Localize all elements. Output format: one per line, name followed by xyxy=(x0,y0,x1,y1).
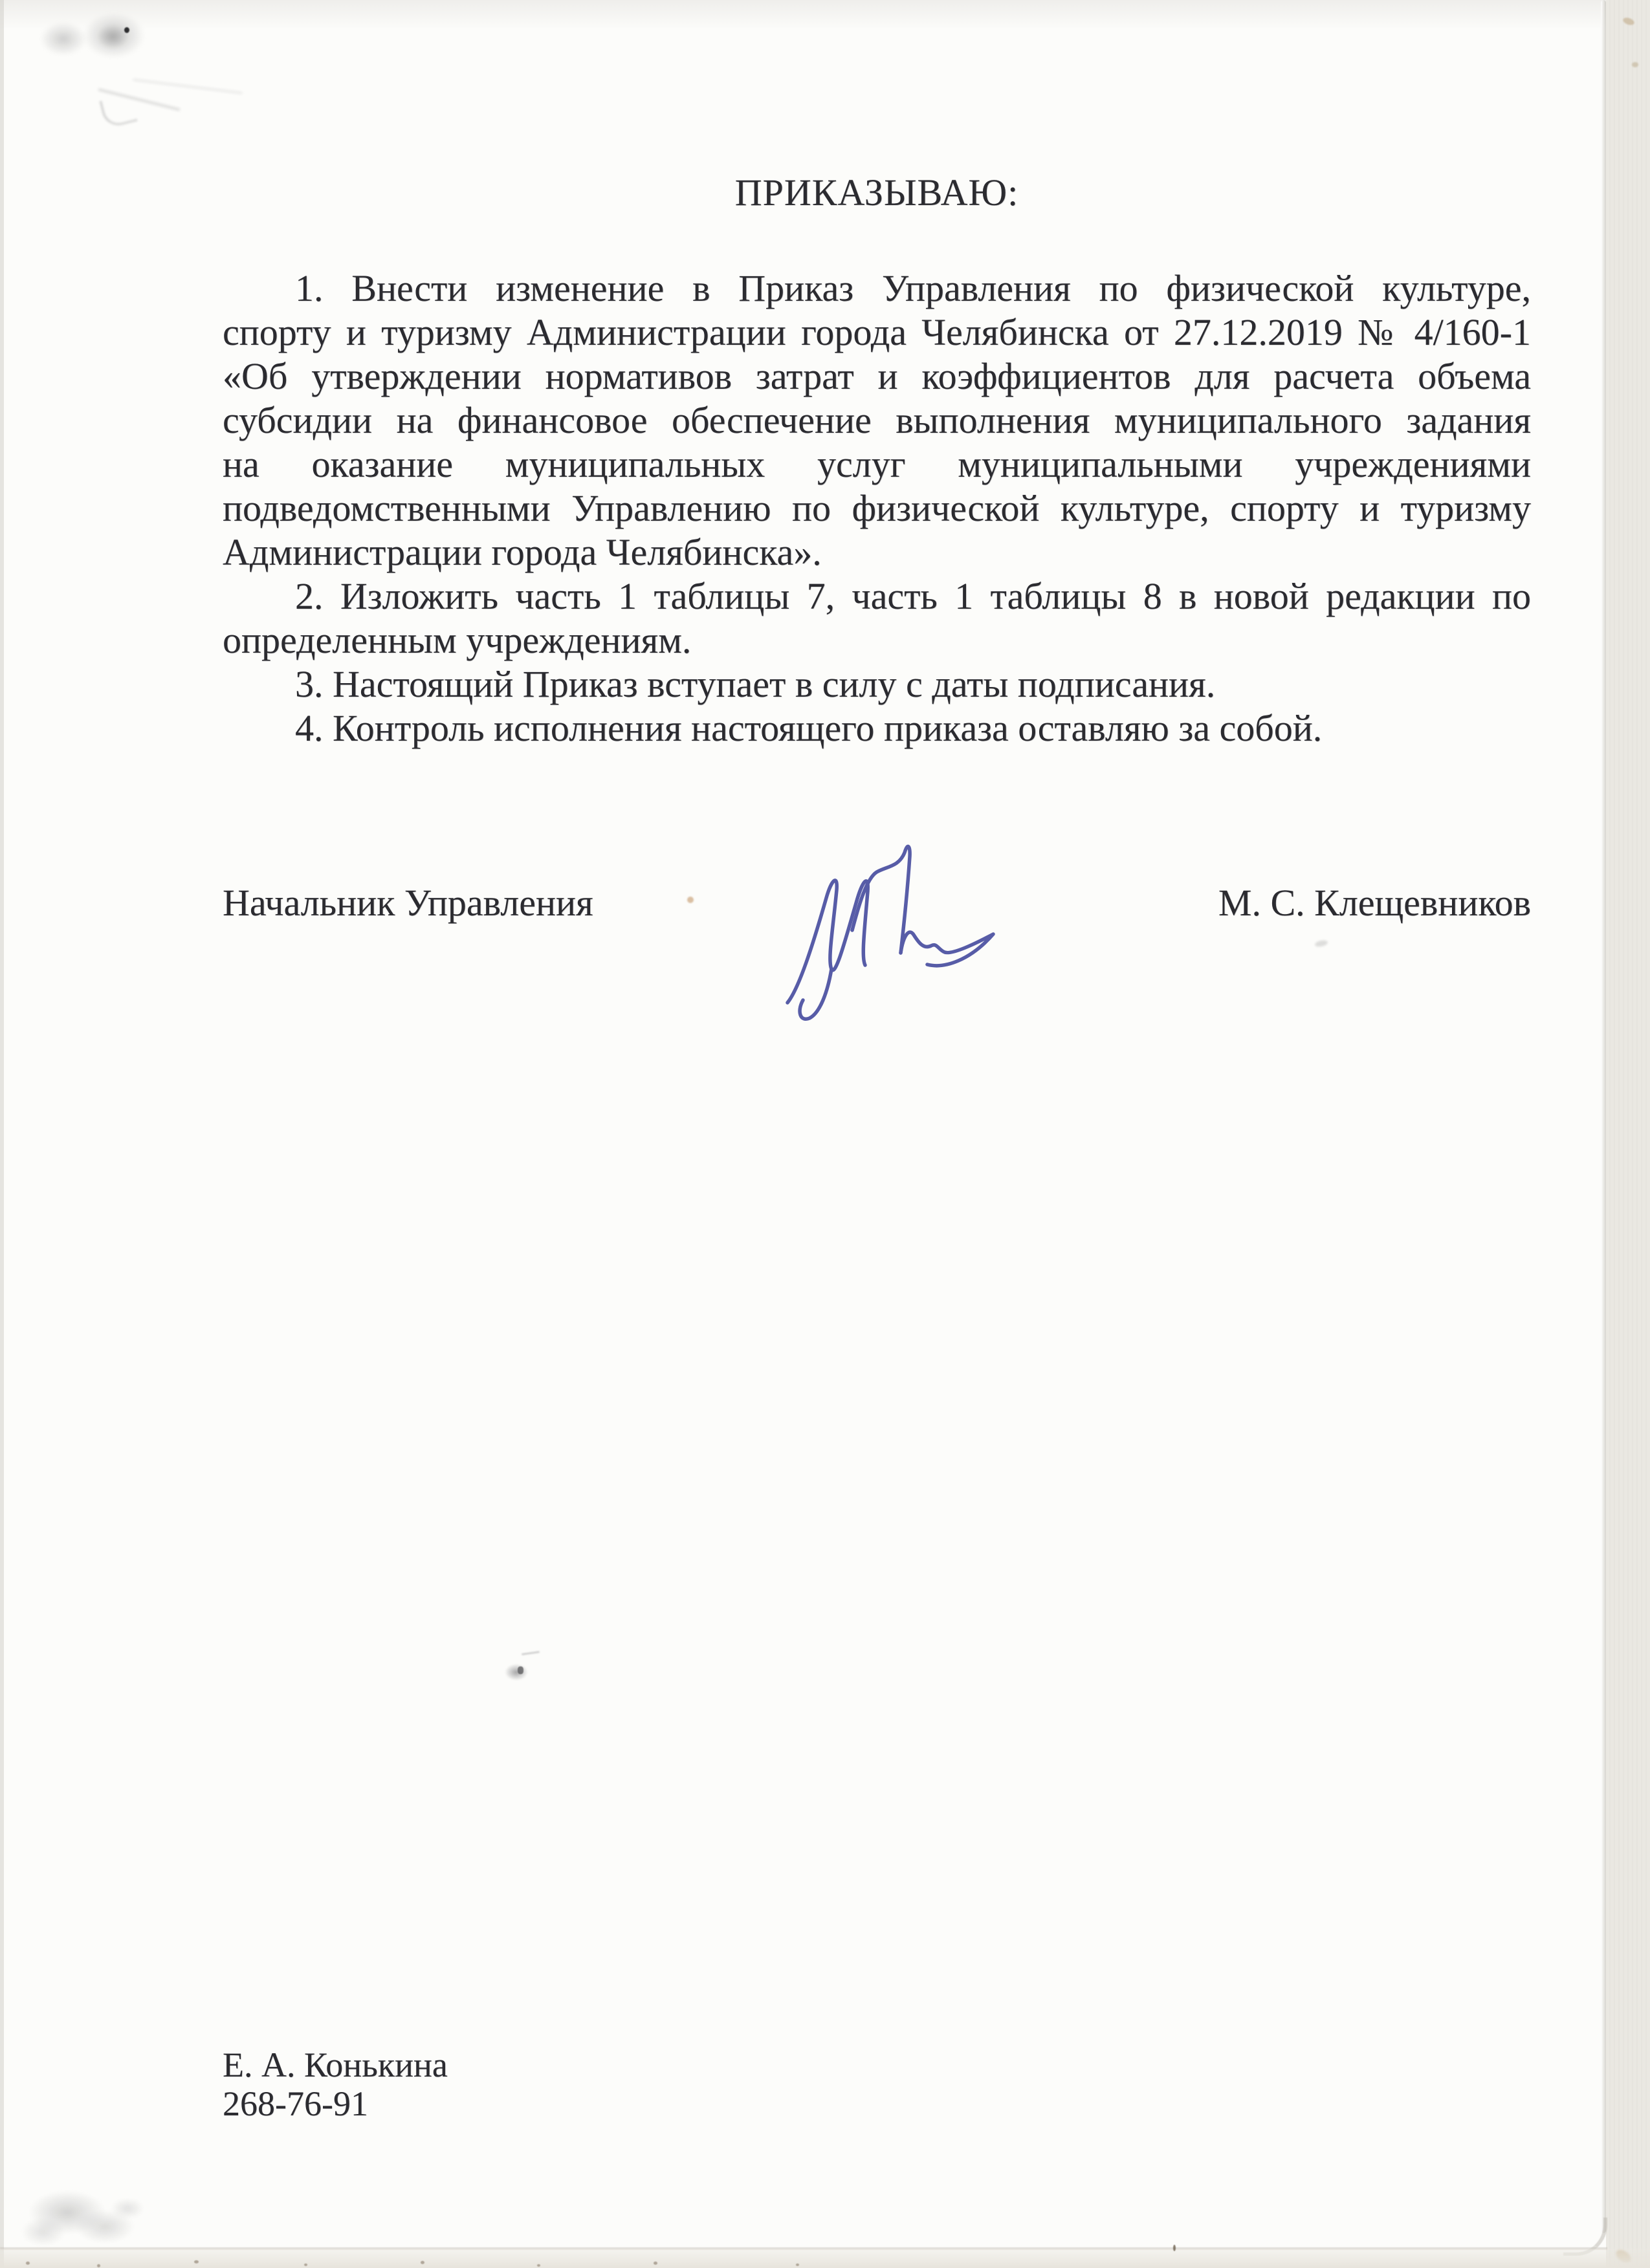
text-line: субсидии на финансовое обеспечение выполнения муниципального задания xyxy=(223,399,1531,441)
signer-position-label: Начальник Управления xyxy=(223,882,593,924)
text-line: на оказание муниципальных услуг муниципальными учреждениями xyxy=(223,443,1531,485)
scan-speck-top-right-1 xyxy=(1622,16,1635,27)
executor-phone: 268-76-91 xyxy=(223,2084,368,2123)
scan-streak-middle xyxy=(522,1651,540,1655)
text-line: 3. Настоящий Приказ вступает в силу с даты подписания. xyxy=(295,663,1216,705)
text-line: 2. Изложить часть 1 таблицы 7, часть 1 таблицы 8 в новой редакции по xyxy=(295,575,1531,617)
paragraph-item-2 xyxy=(223,574,1531,662)
scan-speck-bottom xyxy=(26,2262,30,2265)
paper-right-edge xyxy=(1601,0,1606,2233)
scan-speck-corner xyxy=(1614,2247,1633,2265)
paragraph-item-1 xyxy=(223,267,1531,574)
text-line: «Об утверждении нормативов затрат и коэффициентов для расчета объема xyxy=(223,355,1531,397)
paper-left-edge xyxy=(0,0,4,2268)
scan-smudge-top-left-1 xyxy=(40,22,87,56)
scan-speck-bottom-dark xyxy=(1173,2245,1176,2251)
scan-mark-right xyxy=(1314,939,1328,948)
paragraph-item-4 xyxy=(223,706,1531,750)
text-line: определенным учреждениям. xyxy=(223,619,692,661)
handwritten-signature-ink xyxy=(780,833,1013,1040)
order-body xyxy=(223,267,1531,750)
text-line: Администрации города Челябинска». xyxy=(223,531,822,573)
signer-name: М. С. Клещевников xyxy=(1218,882,1531,924)
scan-speck-top-left xyxy=(124,27,129,33)
order-title: ПРИКАЗЫВАЮ: xyxy=(734,171,1019,213)
scan-speck-bottom xyxy=(421,2261,424,2264)
scan-speck-bottom xyxy=(304,2263,307,2266)
text-line: 4. Контроль исполнения настоящего приказа оставляю за собой. xyxy=(295,707,1323,749)
paper-bottom-right-corner xyxy=(1563,2218,1607,2256)
executor-name: Е. А. Конькина xyxy=(223,2045,448,2084)
text-line: спорту и туризму Администрации города Челябинска от 27.12.2019 № 4/160-1 xyxy=(223,311,1531,353)
text-line: подведомственными Управлению по физической культуре, спорту и туризму xyxy=(223,487,1531,529)
scan-streak-top-left-2 xyxy=(133,79,242,94)
scan-streak-top-left-1 xyxy=(98,88,180,111)
scan-hook-mark-top-left xyxy=(99,94,137,129)
scan-mark-middle-dot xyxy=(518,1666,523,1674)
scan-speck-bottom xyxy=(194,2260,199,2263)
scanner-bottom-strip xyxy=(0,2249,1650,2268)
scan-mark-middle xyxy=(505,1664,528,1681)
scan-artifact-top-haze xyxy=(0,0,1650,30)
scan-smudge-bottom-left xyxy=(8,2181,163,2249)
text-line: 1. Внести изменение в Приказ Управления по физической культуре, xyxy=(295,267,1531,309)
executor-block xyxy=(223,2045,448,2123)
scan-speck-top-right-2 xyxy=(1632,62,1638,67)
scanner-background-strip xyxy=(1606,0,1650,2268)
scan-speck-bottom xyxy=(537,2264,540,2267)
scan-speck-bottom xyxy=(796,2263,799,2266)
paragraph-item-3 xyxy=(223,662,1531,706)
paper-bottom-edge xyxy=(0,2247,1607,2250)
scan-smudge-top-left-2 xyxy=(83,13,145,58)
scan-speck-bottom xyxy=(654,2262,657,2265)
scan-speck-bottom xyxy=(97,2264,100,2267)
scan-smudge-top-left-3 xyxy=(97,25,128,49)
